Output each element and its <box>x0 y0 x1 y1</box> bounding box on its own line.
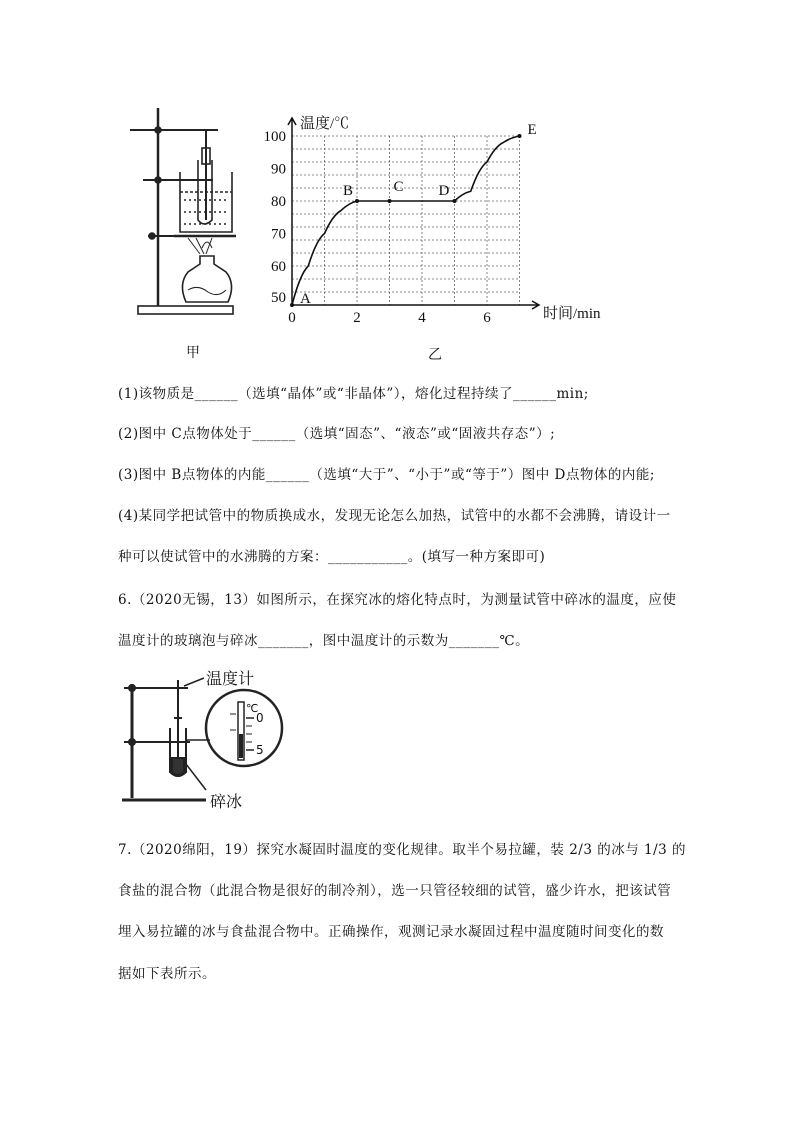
figure-label-yi: 乙 <box>428 347 442 363</box>
thermometer-label: 温度计 <box>206 669 255 688</box>
ice-thermometer-figure <box>118 668 298 813</box>
data-point-e <box>518 134 522 138</box>
point-label-b: B <box>343 183 354 199</box>
question-4-line-2: 种可以使试管中的水沸腾的方案：___________。(填写一种方案即可) <box>118 549 546 565</box>
x-tick-label: 4 <box>418 310 426 325</box>
x-axis-label: 时间/min <box>543 306 601 322</box>
x-tick-label: 0 <box>288 310 296 325</box>
y-tick-label: 90 <box>271 161 286 178</box>
ice-label: 碎冰 <box>210 792 243 811</box>
x-tick-label: 2 <box>353 310 361 325</box>
problem-7-line-2: 食盐的混合物（此混合物是很好的制冷剂），选一只管径较细的试管，盛少许水，把该试管 <box>118 883 672 899</box>
temperature-time-chart <box>255 110 635 325</box>
data-point-c <box>388 199 392 203</box>
problem-6-line-2: 温度计的玻璃泡与碎冰_______，图中温度计的示数为_______℃。 <box>118 633 530 649</box>
problem-6-line-1: 6.（2020无锡，13）如图所示，在探究冰的熔化特点时，为测量试管中碎冰的温度，应使 <box>118 592 677 608</box>
problem-7-line-1: 7.（2020绵阳，19）探究水凝固时温度的变化规律。取半个易拉罐，装 2/3 的冰与 1/3 的 <box>118 842 687 858</box>
y-tick-label: 60 <box>271 259 286 275</box>
point-label-d: D <box>438 183 450 199</box>
point-label-c: C <box>393 179 404 195</box>
question-2: (2)图中 C点物体处于______（选填“固态”、“液态”或“固液共存态”）; <box>118 426 556 442</box>
figure-label-jia: 甲 <box>186 345 200 361</box>
y-tick-label: 80 <box>271 194 286 210</box>
y-tick-label: 50 <box>271 290 286 306</box>
data-point-b <box>355 199 359 203</box>
point-label-a: A <box>300 291 311 307</box>
problem-7-line-4: 据如下表所示。 <box>118 966 216 982</box>
x-tick-label: 6 <box>483 310 491 325</box>
scale-five: 5 <box>256 743 264 757</box>
y-axis-label: 温度/℃ <box>300 116 350 132</box>
question-1: (1)该物质是______（选填“晶体”或“非晶体”），熔化过程持续了______min; <box>118 386 589 402</box>
scale-unit: ℃ <box>246 702 259 715</box>
heating-apparatus-figure <box>128 108 243 323</box>
data-point-d <box>453 199 457 203</box>
temperature-curve <box>292 136 520 305</box>
point-label-e: E <box>527 122 537 138</box>
data-point-a <box>290 303 294 307</box>
y-tick-label: 100 <box>263 129 286 145</box>
scale-zero: 0 <box>256 711 264 725</box>
question-4-line-1: (4)某同学把试管中的物质换成水，发现无论怎么加热，试管中的水都不会沸腾，请设计一 <box>118 508 671 524</box>
y-tick-label: 70 <box>271 226 286 243</box>
question-3: (3)图中 B点物体的内能______（选填“大于”、“小于”或“等于”）图中 D点物体的内能; <box>118 467 655 483</box>
problem-7-line-3: 埋入易拉罐的冰与食盐混合物中。正确操作，观测记录水凝固过程中温度随时间变化的数 <box>118 924 664 940</box>
